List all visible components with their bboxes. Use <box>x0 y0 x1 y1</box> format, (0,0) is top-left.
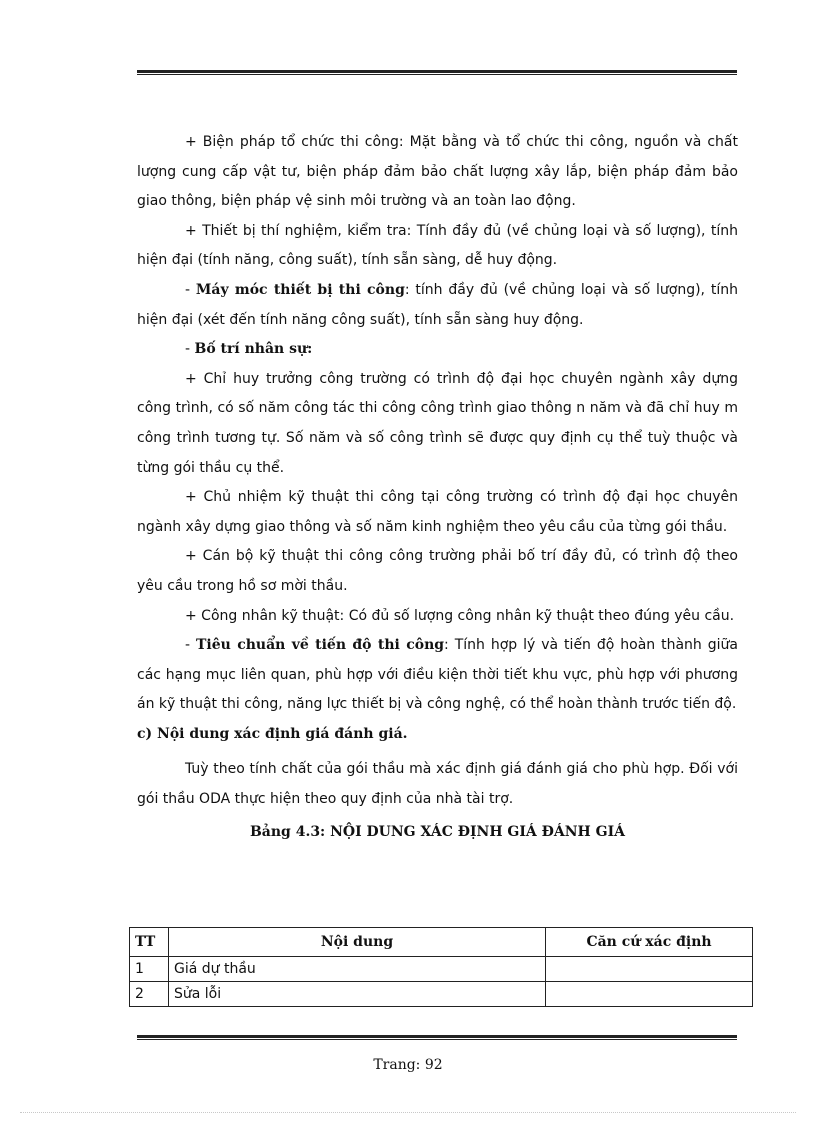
table-cell-content: Giá dự thầu <box>169 957 546 982</box>
table-cell-content: Sửa lỗi <box>169 982 546 1007</box>
paragraph-evaluation-price: Tuỳ theo tính chất của gói thầu mà xác định giá đánh giá cho phù hợp. Đối với gói thầu ODA thực hiện theo quy định của nhà tài trợ. <box>137 761 738 808</box>
page-number: Trang: 92 <box>373 1057 443 1073</box>
table-cell-basis <box>546 957 753 982</box>
paragraph-workers: + Công nhân kỹ thuật: Có đủ số lượng công nhân kỹ thuật theo đúng yêu cầu. <box>185 607 735 624</box>
table-header-row <box>130 928 753 957</box>
machinery-term: Máy móc thiết bị thi công <box>195 281 405 298</box>
paragraph-staffing: - Bố trí nhân sự: <box>185 341 313 358</box>
schedule-text: : Tính hợp lý và tiến độ hoàn thành giữa các hạng mục liên quan, phù hợp với điều kiện thời tiết khu vực, phù hợp với phương án kỹ thuật thi công, năng lực thiết bị và công nghệ, có thể hoàn thành trước tiến độ. <box>137 637 738 713</box>
paragraph-machinery: - Máy móc thiết bị thi công: tính đầy đủ (về chủng loại và số lượng), tính hiện đại (xét đến tính năng công suất), tính sẵn sàng huy động. <box>137 281 738 328</box>
header-rule <box>137 70 737 75</box>
paragraph-construction-measures: + Biện pháp tổ chức thi công: Mặt bằng và tổ chức thi công, nguồn và chất lượng cung cấp vật tư, biện pháp đảm bảo chất lượng xây lắp, biện pháp đảm bảo giao thông, biện pháp vệ sinh môi trường và an toàn lao động. <box>137 134 738 210</box>
header-tt: TT <box>130 928 169 957</box>
paragraph-technical-lead: + Chủ nhiệm kỹ thuật thi công tại công trường có trình độ đại học chuyên ngành xây dựng giao thông và số năm kinh nghiệm theo yêu cầu của từng gói thầu. <box>137 489 738 535</box>
footer-rule <box>137 1035 737 1040</box>
machinery-text: : tính đầy đủ (về chủng loại và số lượng), tính hiện đại (xét đến tính năng công suất), tính sẵn sàng huy động. <box>137 281 738 328</box>
table-caption: Bảng 4.3: NỘI DUNG XÁC ĐỊNH GIÁ ĐÁNH GIÁ <box>249 823 626 840</box>
body-text <box>137 128 738 857</box>
table-cell-tt: 2 <box>130 982 169 1007</box>
header-basis: Căn cứ xác định <box>546 928 753 957</box>
section-heading-c: c) Nội dung xác định giá đánh giá. <box>137 725 408 742</box>
staffing-term: Bố trí nhân sự: <box>194 341 313 358</box>
paragraph-site-commander: + Chỉ huy trưởng công trường có trình độ đại học chuyên ngành xây dựng công trình, có số năm công tác thi công công trình giao thông n năm và đã chỉ huy m công trình tương tự. Số năm và số công trình sẽ được quy định cụ thể tuỳ thuộc và từng gói thầu cụ thể. <box>137 370 738 476</box>
page-edge-dotted-line <box>20 1112 796 1113</box>
table-row <box>130 982 753 1007</box>
header-content: Nội dung <box>169 928 546 957</box>
paragraph-schedule: - Tiêu chuẩn về tiến độ thi công: Tính hợp lý và tiến độ hoàn thành giữa các hạng mục liên quan, phù hợp với điều kiện thời tiết khu vực, phù hợp với phương án kỹ thuật thi công, năng lực thiết bị và công nghệ, có thể hoàn thành trước tiến độ. <box>137 637 738 713</box>
paragraph-technical-staff: + Cán bộ kỹ thuật thi công công trường phải bố trí đầy đủ, có trình độ theo yêu cầu trong hồ sơ mời thầu. <box>137 548 738 594</box>
table-cell-tt: 1 <box>130 957 169 982</box>
table-row <box>130 957 753 982</box>
evaluation-table <box>129 927 753 1007</box>
paragraph-testing-equipment: + Thiết bị thí nghiệm, kiểm tra: Tính đầy đủ (về chủng loại và số lượng), tính hiện đại (tính năng, công suất), tính sẵn sàng, dễ huy động. <box>137 222 738 269</box>
schedule-term: Tiêu chuẩn về tiến độ thi công <box>196 637 445 654</box>
table-cell-basis <box>546 982 753 1007</box>
